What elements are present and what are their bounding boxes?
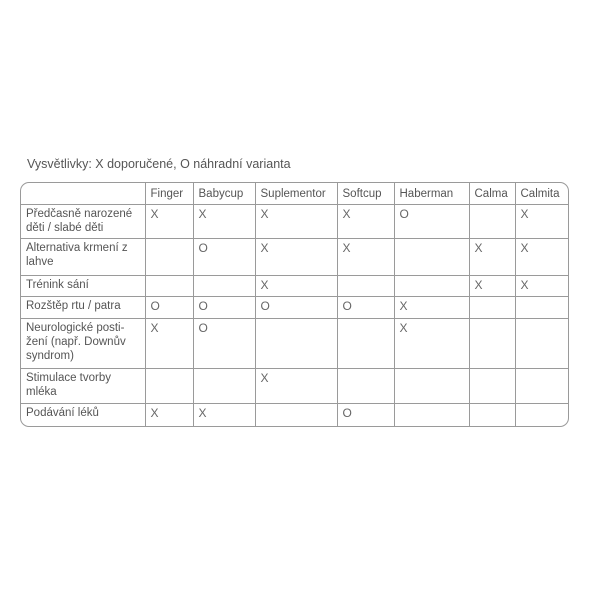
header-row xyxy=(21,183,569,204)
table-cell: O xyxy=(193,238,255,275)
table-cell: O xyxy=(337,403,394,427)
table-cell: X xyxy=(515,238,569,275)
table-cell: X xyxy=(193,204,255,238)
comparison-table xyxy=(20,182,569,427)
table-cell xyxy=(469,204,515,238)
table-row xyxy=(21,238,569,275)
legend-text: Vysvětlivky: X doporučené, O náhradní varianta xyxy=(27,157,291,171)
table-cell: O xyxy=(255,296,337,318)
row-label: Stimulace tvorby mléka xyxy=(21,368,145,403)
table-cell: O xyxy=(145,296,193,318)
table-cell xyxy=(145,368,193,403)
table-cell xyxy=(337,368,394,403)
table-cell: X xyxy=(337,238,394,275)
table-cell: O xyxy=(337,296,394,318)
table-cell: X xyxy=(515,204,569,238)
table-cell xyxy=(515,318,569,368)
row-label: Předčasně narozené děti / slabé děti xyxy=(21,204,145,238)
table-cell: X xyxy=(515,275,569,296)
table-cell xyxy=(469,403,515,427)
table-cell xyxy=(193,368,255,403)
table-cell xyxy=(145,238,193,275)
table-cell: X xyxy=(193,403,255,427)
row-label: Trénink sání xyxy=(21,275,145,296)
row-label: Neurologické posti-žení (např. Downův syndrom) xyxy=(21,318,145,368)
table-cell: O xyxy=(193,296,255,318)
table-cell: X xyxy=(145,318,193,368)
table-row xyxy=(21,403,569,427)
table-cell xyxy=(145,275,193,296)
table-cell: X xyxy=(255,368,337,403)
table-cell: X xyxy=(145,204,193,238)
table-cell xyxy=(469,368,515,403)
table-row xyxy=(21,368,569,403)
table-cell xyxy=(515,296,569,318)
table-cell xyxy=(394,403,469,427)
table-cell: X xyxy=(394,296,469,318)
table-cell: X xyxy=(255,275,337,296)
table-cell xyxy=(337,318,394,368)
table-row xyxy=(21,296,569,318)
table-cell xyxy=(193,275,255,296)
table-row xyxy=(21,204,569,238)
header-finger: Finger xyxy=(145,183,193,204)
header-calmita: Calmita xyxy=(515,183,569,204)
table-cell xyxy=(394,368,469,403)
table-cell: X xyxy=(255,204,337,238)
table-cell xyxy=(469,296,515,318)
table-cell: X xyxy=(469,275,515,296)
row-label: Alternativa krmení z lahve xyxy=(21,238,145,275)
table-cell: X xyxy=(469,238,515,275)
table-cell: X xyxy=(255,238,337,275)
header-calma: Calma xyxy=(469,183,515,204)
table-cell xyxy=(394,275,469,296)
table-cell xyxy=(394,238,469,275)
row-label: Podávání léků xyxy=(21,403,145,427)
header-babycup: Babycup xyxy=(193,183,255,204)
table-cell: X xyxy=(145,403,193,427)
table-cell xyxy=(515,403,569,427)
table-cell: O xyxy=(394,204,469,238)
header-softcup: Softcup xyxy=(337,183,394,204)
header-suplementor: Suplementor xyxy=(255,183,337,204)
table-cell xyxy=(255,318,337,368)
table-cell xyxy=(515,368,569,403)
row-label: Rozštěp rtu / patra xyxy=(21,296,145,318)
table-cell xyxy=(337,275,394,296)
header-corner xyxy=(21,183,145,204)
table-row xyxy=(21,318,569,368)
table-cell: X xyxy=(337,204,394,238)
table-cell xyxy=(255,403,337,427)
header-haberman: Haberman xyxy=(394,183,469,204)
table-cell: X xyxy=(394,318,469,368)
table-row xyxy=(21,275,569,296)
comparison-grid xyxy=(21,183,569,427)
table-cell xyxy=(469,318,515,368)
table-cell: O xyxy=(193,318,255,368)
